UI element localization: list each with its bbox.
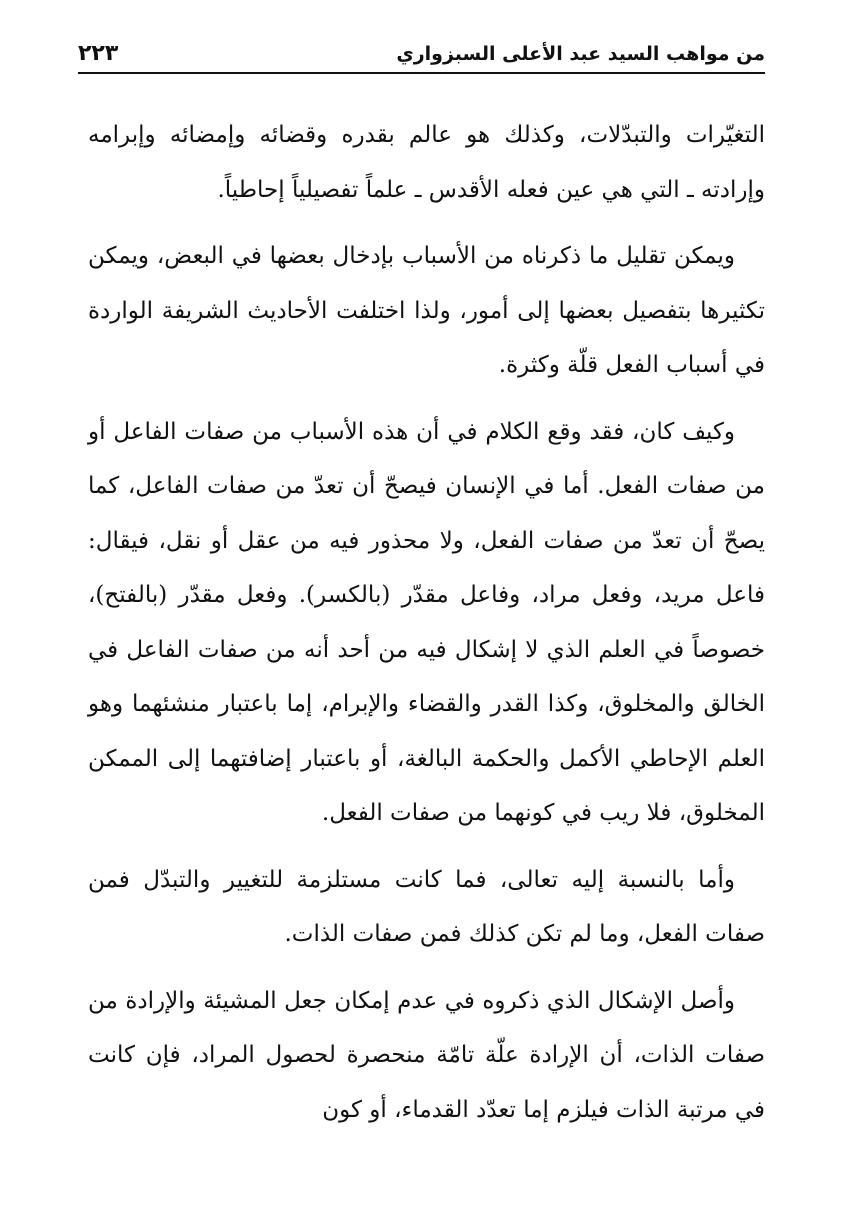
page-number: ٢٢٣ bbox=[78, 41, 119, 66]
paragraph-1: التغيّرات والتبدّلات، وكذلك هو عالم بقدره وقضائه وإمضائه وإبرامه وإرادته ـ التي هي عين فعله الأقدس ـ علماً تفصيلياً إحاطياً. bbox=[88, 122, 765, 203]
body-text bbox=[88, 108, 765, 1149]
header-title: من مواهب السيد عبد الأعلى السبزواري bbox=[396, 43, 765, 65]
paragraph-5: وأصل الإشكال الذي ذكروه في عدم إمكان جعل المشيئة والإرادة من صفات الذات، أن الإرادة علّة تامّة منحصرة لحصول المراد، فإن كانت في مرتبة الذات فيلزم إما تعدّد القدماء، أو كون bbox=[88, 987, 765, 1123]
paragraph-2: ويمكن تقليل ما ذكرناه من الأسباب بإدخال بعضها في البعض، ويمكن تكثيرها بتفصيل بعضها إلى أمور، ولذا اختلفت الأحاديث الشريفة الواردة في أسباب الفعل قلّة وكثرة. bbox=[88, 243, 765, 378]
running-header bbox=[78, 28, 765, 74]
paragraph-3: وكيف كان، فقد وقع الكلام في أن هذه الأسباب من صفات الفاعل أو من صفات الفعل. أما في الإنسان فيصحّ أن تعدّ من صفات الفاعل، كما يصحّ أن تعدّ من صفات الفعل، ولا محذور فيه من عقل أو نقل، فيقال: فاعل مريد، وفعل مراد، وفاعل مقدّر (بالكسر). وفعل مقدّر (بالفتح)، خصوصاً في العلم الذي لا إشكال فيه من أحد أنه من صفات الفاعل في الخالق والمخلوق، وكذا القدر والقضاء والإبرام، إما باعتبار منشئهما وهو العلم الإحاطي الأكمل والحكمة البالغة، أو باعتبار إضافتهما إلى الممكن المخلوق، فلا ريب في كونهما من صفات الفعل. bbox=[88, 418, 765, 826]
paragraph-4: وأما بالنسبة إليه تعالى، فما كانت مستلزمة للتغيير والتبدّل فمن صفات الفعل، وما لم تكن كذلك فمن صفات الذات. bbox=[88, 866, 765, 947]
